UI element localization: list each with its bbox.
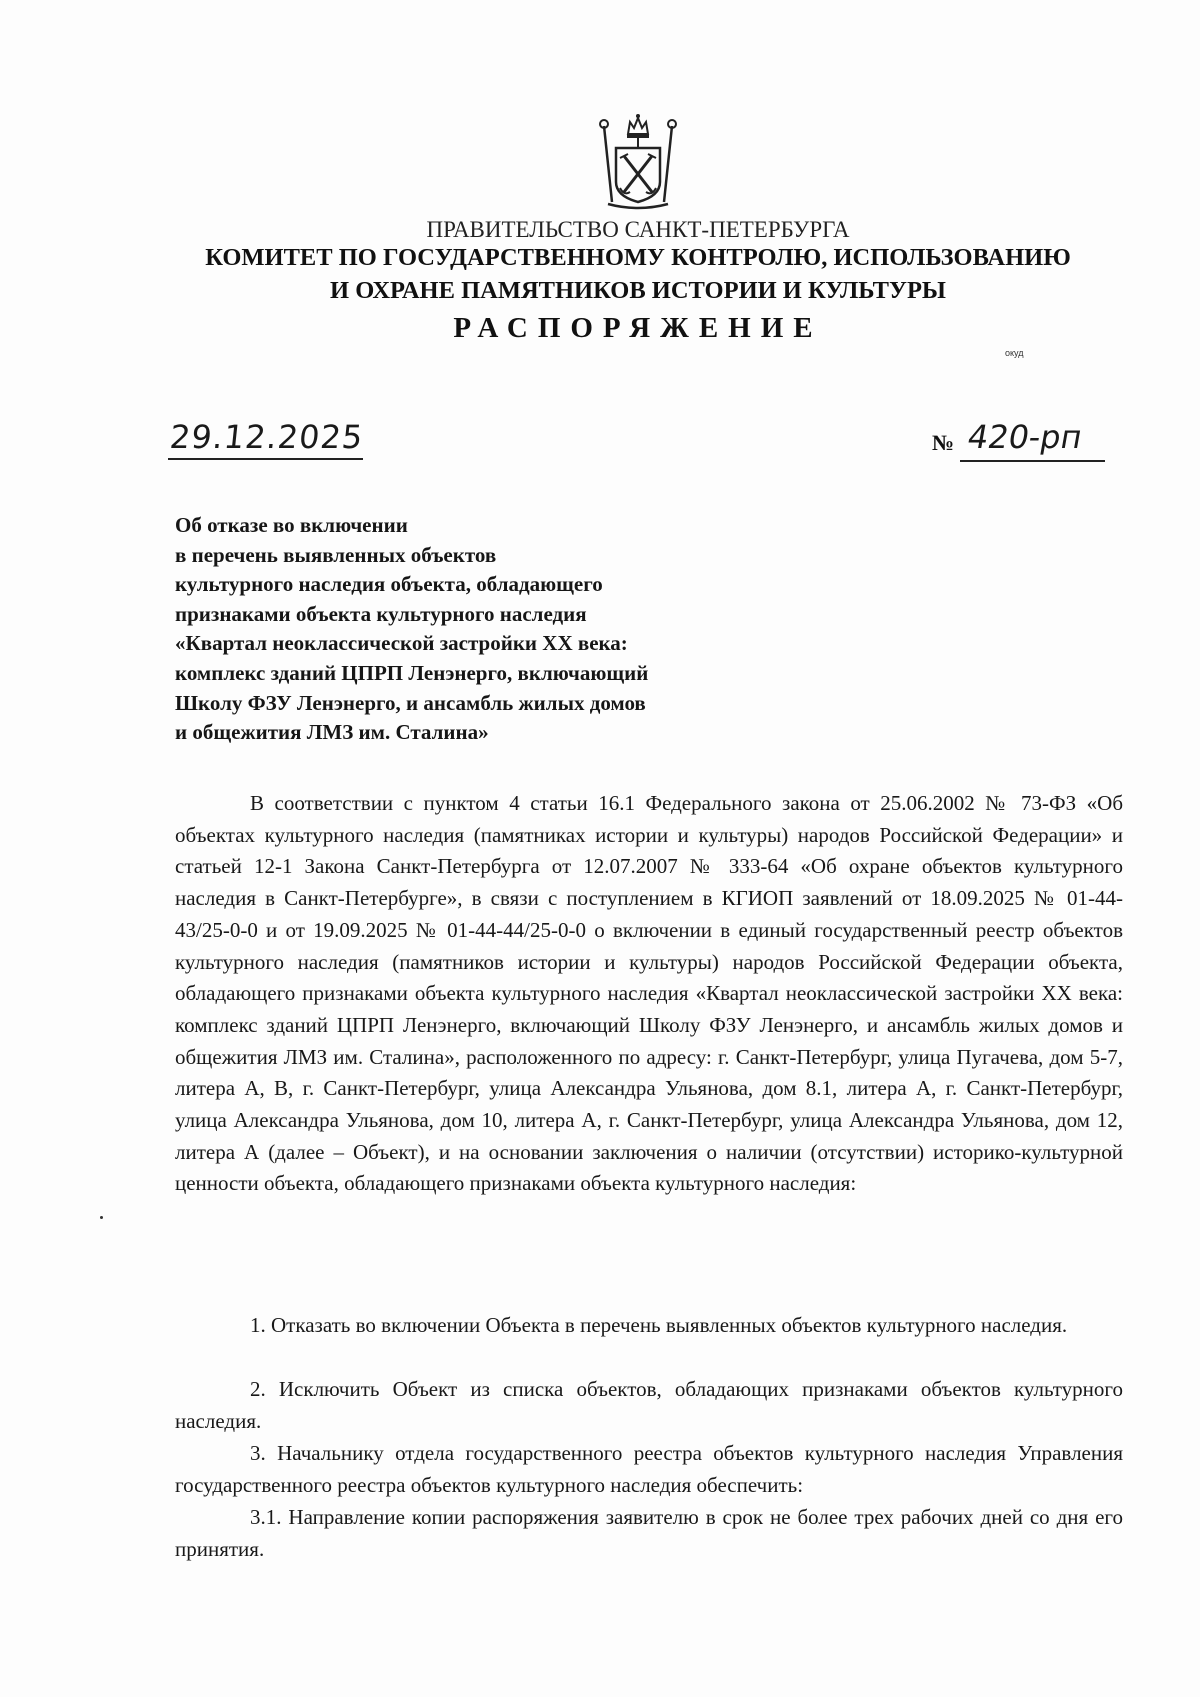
subject-line: Об отказе во включении [175, 513, 408, 537]
saint-petersburg-coat-of-arms-icon [598, 112, 678, 212]
document-number: 420-рп [964, 418, 1086, 456]
order-item-1: 1. Отказать во включении Объекта в перечень выявленных объектов культурного наследия. [250, 1313, 1068, 1337]
document-subject [175, 511, 775, 748]
order-item-3: 3. Начальнику отдела государственного реестра объектов культурного наследия Управления государственного реестра объектов культурного наследия обеспечить: [175, 1441, 1123, 1497]
date-underline [168, 458, 363, 460]
subject-line: в перечень выявленных объектов [175, 542, 497, 567]
number-underline [960, 460, 1105, 462]
committee-name-line-2: И ОХРАНЕ ПАМЯТНИКОВ ИСТОРИИ И КУЛЬТУРЫ [330, 277, 946, 304]
document-type-title: РАСПОРЯЖЕНИЕ [453, 312, 823, 344]
number-sign: № [932, 430, 955, 455]
okud-label: окуд [1005, 348, 1024, 358]
committee-name-line-1: КОМИТЕТ ПО ГОСУДАРСТВЕННОМУ КОНТРОЛЮ, ИСПОЛЬЗОВАНИЮ [205, 244, 1071, 271]
subject-line: культурного наследия объекта, обладающего [175, 572, 603, 597]
subject-line: признаками объекта культурного наследия [175, 601, 587, 626]
scan-speck [100, 1216, 103, 1219]
subject-line: Школу ФЗУ Ленэнерго, и ансамбль жилых домов [175, 690, 646, 715]
preamble-paragraph: В соответствии с пунктом 4 статьи 16.1 Федерального закона от 25.06.2002 № 73-ФЗ «Об объектах культурного наследия (памятниках истории и культуры) народов Российской Федерации» и статьей 12-1 Закона Санкт-Петербурга от 12.07.2007 № 333-64 «Об охране объектов культурного наследия в Санкт-Петербурге», в связи с поступлением в КГИОП заявлений от 18.09.2025 № 01-44-43/25-0-0 и от 19.09.2025 № 01-44-44/25-0-0 о включении в единый государственный реестр объектов культурного наследия (памятников истории и культуры) народов Российской Федерации объекта, обладающего признаками объекта культурного наследия «Квартал неоклассической застройки XX века: комплекс зданий ЦПРП Ленэнерго, включающий Школу ФЗУ Ленэнерго, и ансамбль жилых домов и общежития ЛМЗ им. Сталина», расположенного по адресу: г. Санкт-Петербург, улица Пугачева, дом 5-7, литера А, В, г. Санкт-Петербург, улица Александра Ульянова, дом 8.1, литера А, г. Санкт-Петербург, улица Александра Ульянова, дом 10, литера А, г. Санкт-Петербург, улица Александра Ульянова, дом 12, литера А (далее – Объект), и на основании заключения о наличии (отсутствии) историко-культурной ценности объекта, обладающего признаками объекта культурного наследия: [175, 791, 1123, 1196]
document-date: 29.12.2025 [168, 418, 366, 456]
subject-line: «Квартал неоклассической застройки XX века: [175, 631, 628, 656]
subject-line: комплекс зданий ЦПРП Ленэнерго, включающий [175, 660, 649, 685]
order-item-3-1: 3.1. Направление копии распоряжения заявителю в срок не более трех рабочих дней со дня его принятия. [175, 1505, 1123, 1561]
subject-line: и общежития ЛМЗ им. Сталина» [175, 720, 489, 745]
government-title: ПРАВИТЕЛЬСТВО САНКТ-ПЕТЕРБУРГА [426, 217, 850, 242]
order-item-2: 2. Исключить Объект из списка объектов, обладающих признаками объектов культурного наследия. [175, 1377, 1123, 1433]
